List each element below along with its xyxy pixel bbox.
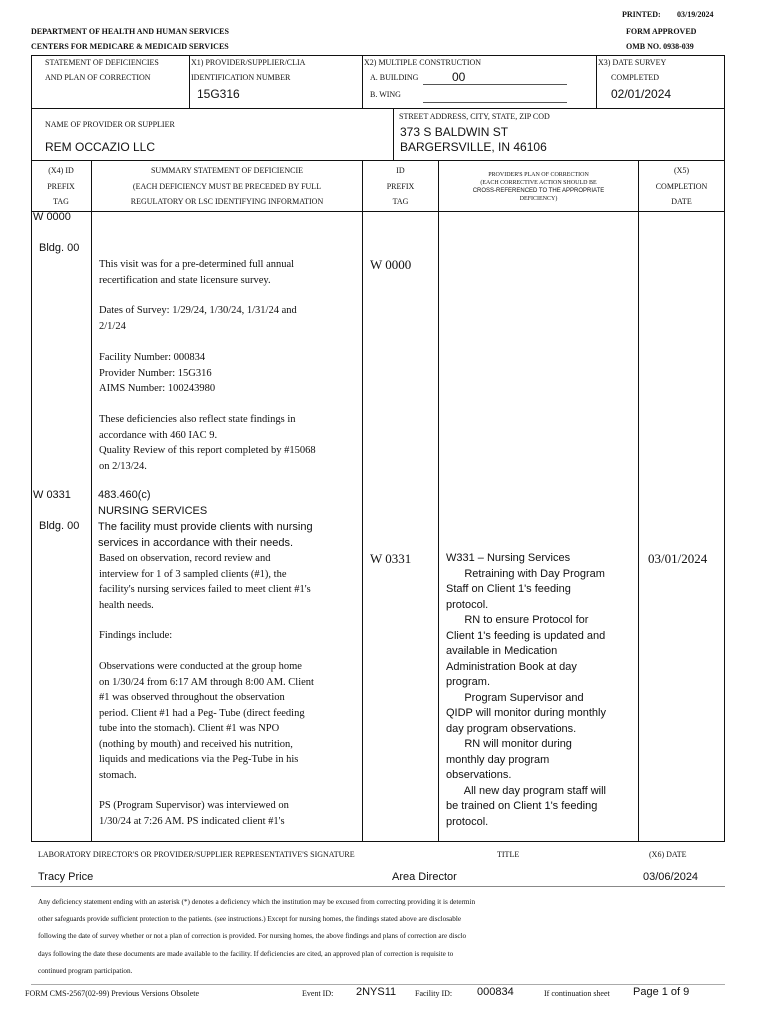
id-header-1: ID [396, 166, 405, 175]
tag-w0331-right: W 0331 [370, 551, 412, 566]
wing-label: B. WING [370, 90, 401, 99]
form-number: FORM CMS-2567(02-99) Previous Versions Obsolete [25, 989, 200, 998]
regulation-text: The facility must provide clients with nursing services in accordance with their needs. [98, 521, 313, 549]
summary-header-1: SUMMARY STATEMENT OF DEFICIENCIE [150, 166, 304, 175]
x5-header-3: DATE [671, 197, 692, 206]
provider-id-value: 15G316 [197, 87, 240, 101]
x1-label-1: X1) PROVIDER/SUPPLIER/CLIA [191, 58, 306, 67]
building-label: A. BUILDING [370, 73, 419, 82]
facility-id-value: 000834 [477, 986, 514, 998]
summary-header-3: REGULATORY OR LSC IDENTIFYING INFORMATION [130, 197, 324, 206]
deficiencies-paragraph: These deficiencies also reflect state findings in accordance with 460 IAC 9. Quality Review of this report completed by #15068 on 2/13/24. [99, 414, 316, 472]
x4-header-2: PREFIX [47, 182, 75, 191]
x1-label-2: IDENTIFICATION NUMBER [191, 73, 291, 82]
facility-paragraph: Facility Number: 000834 Provider Number: 15G316 AIMS Number: 100243980 [99, 352, 216, 394]
continuation-label: If continuation sheet [544, 989, 610, 998]
plan-header-4: DEFICIENCY) [519, 196, 558, 202]
id-header-2: PREFIX [386, 182, 415, 191]
street-address: 373 S BALDWIN ST [400, 125, 509, 139]
date-label: (X6) DATE [649, 850, 687, 859]
building-tag-2: Bldg. 00 [39, 520, 80, 532]
finding-summary: Based on observation, record review and interview for 1 of 3 sampled clients (#1), the facility's nursing services failed to meet client #1's health needs. [99, 553, 311, 611]
x3-label-1: X3) DATE SURVEY [598, 58, 667, 67]
x4-header-3: TAG [53, 197, 69, 206]
city-state-zip: BARGERSVILLE, IN 46106 [400, 140, 547, 154]
centers-title: CENTERS FOR MEDICARE & MEDICAID SERVICES [31, 42, 229, 51]
dates-paragraph: Dates of Survey: 1/29/24, 1/30/24, 1/31/24 and 2/1/24 [99, 305, 297, 332]
id-header-3: TAG [392, 197, 409, 206]
address-label: STREET ADDRESS, CITY, STATE, ZIP COD [399, 112, 550, 121]
statement-label-1: STATEMENT OF DEFICIENCIES [45, 58, 159, 67]
survey-completed-date: 02/01/2024 [611, 87, 672, 101]
regulation-title: NURSING SERVICES [98, 505, 208, 517]
printed-date: 03/19/2024 [677, 10, 714, 19]
department-title: DEPARTMENT OF HEALTH AND HUMAN SERVICES [31, 27, 229, 36]
signature-date: 03/06/2024 [643, 871, 699, 883]
x3-label-2: COMPLETED [611, 73, 659, 82]
summary-header-2: (EACH DEFICIENCY MUST BE PRECEDED BY FULL [132, 182, 322, 191]
building-tag-1: Bldg. 00 [39, 242, 80, 254]
interview-paragraph: PS (Program Supervisor) was interviewed on 1/30/24 at 7:26 AM. PS indicated client #1's [99, 800, 289, 827]
disclaimer-text: Any deficiency statement ending with an asterisk (*) denotes a deficiency which the institution may be excused from correcting providing it is determin other safeguards provide sufficient protection to the patients. (see instructions.) Except for nursing homes, the findings stated above are disclosable following the date of survey whether or not a plan of correction is provided. For nursing homes, the above findings and plans of correction are disclo days following the date these documents are made available to the facility. If deficiencies are cited, an approved plan of correction is requisite to continued program participation. [38, 898, 476, 975]
signature-label: LABORATORY DIRECTOR'S OR PROVIDER/SUPPLIER REPRESENTATIVE'S SIGNATURE [38, 850, 355, 859]
x2-label: X2) MULTIPLE CONSTRUCTION [364, 58, 482, 67]
provider-name-value: REM OCCAZIO LLC [45, 140, 156, 154]
x5-header-2: COMPLETION [655, 182, 708, 191]
tag-w0000: W 0000 [33, 211, 71, 223]
plan-header-1: PROVIDER'S PLAN OF CORRECTION [488, 172, 589, 178]
page-number: Page 1 of 9 [633, 986, 690, 998]
plan-of-correction: W331 – Nursing Services Retraining with Day Program Staff on Client 1's feeding protocol. RN to ensure Protocol for Client 1's feeding is updated and available in Medication Administration Book at day program. Program Supervisor and QIDP will monitor during monthly day program observations. RN will monitor during monthly day program observations. All new day program staff will be trained on Client 1's feeding protocol. [446, 552, 606, 828]
statement-label-2: AND PLAN OF CORRECTION [45, 73, 151, 82]
title-label: TITLE [497, 850, 520, 859]
omb-number: OMB NO. 0938-039 [626, 42, 694, 51]
x5-header-1: (X5) [673, 166, 690, 175]
x4-header-1: (X4) ID [48, 166, 74, 175]
building-value: 00 [452, 70, 466, 84]
provider-name-label: NAME OF PROVIDER OR SUPPLIER [45, 120, 175, 129]
visit-paragraph: This visit was for a pre-determined full annual recertification and state licensure survey. [99, 259, 295, 286]
event-id-label: Event ID: [302, 989, 334, 998]
plan-header-3: CROSS-REFERENCED TO THE APPROPRIATE [472, 188, 605, 194]
tag-w0000-right: W 0000 [370, 257, 412, 272]
signer-title: Area Director [392, 871, 457, 883]
signer-name: Tracy Price [38, 871, 94, 883]
printed-label: PRINTED: [622, 10, 661, 19]
event-id-value: 2NYS11 [356, 986, 397, 998]
findings-include: Findings include: [99, 630, 173, 641]
completion-date: 03/01/2024 [648, 551, 708, 566]
plan-header-2: (EACH CORRECTIVE ACTION SHOULD BE [480, 180, 597, 186]
facility-id-label: Facility ID: [415, 989, 453, 998]
observation-paragraph: Observations were conducted at the group home on 1/30/24 from 6:17 AM through 8:00 AM. Client #1 was observed throughout the observation period. Client #1 had a Peg- Tube (direct feeding tube into the stomach). Client #1 was NPO (nothing by mouth) and received his nutrition, liquids and medications via the Peg-Tube in his stomach. [99, 661, 314, 781]
tag-w0331: W 0331 [33, 489, 71, 501]
form-approved: FORM APPROVED [626, 27, 697, 36]
regulation-code: 483.460(c) [98, 489, 151, 501]
